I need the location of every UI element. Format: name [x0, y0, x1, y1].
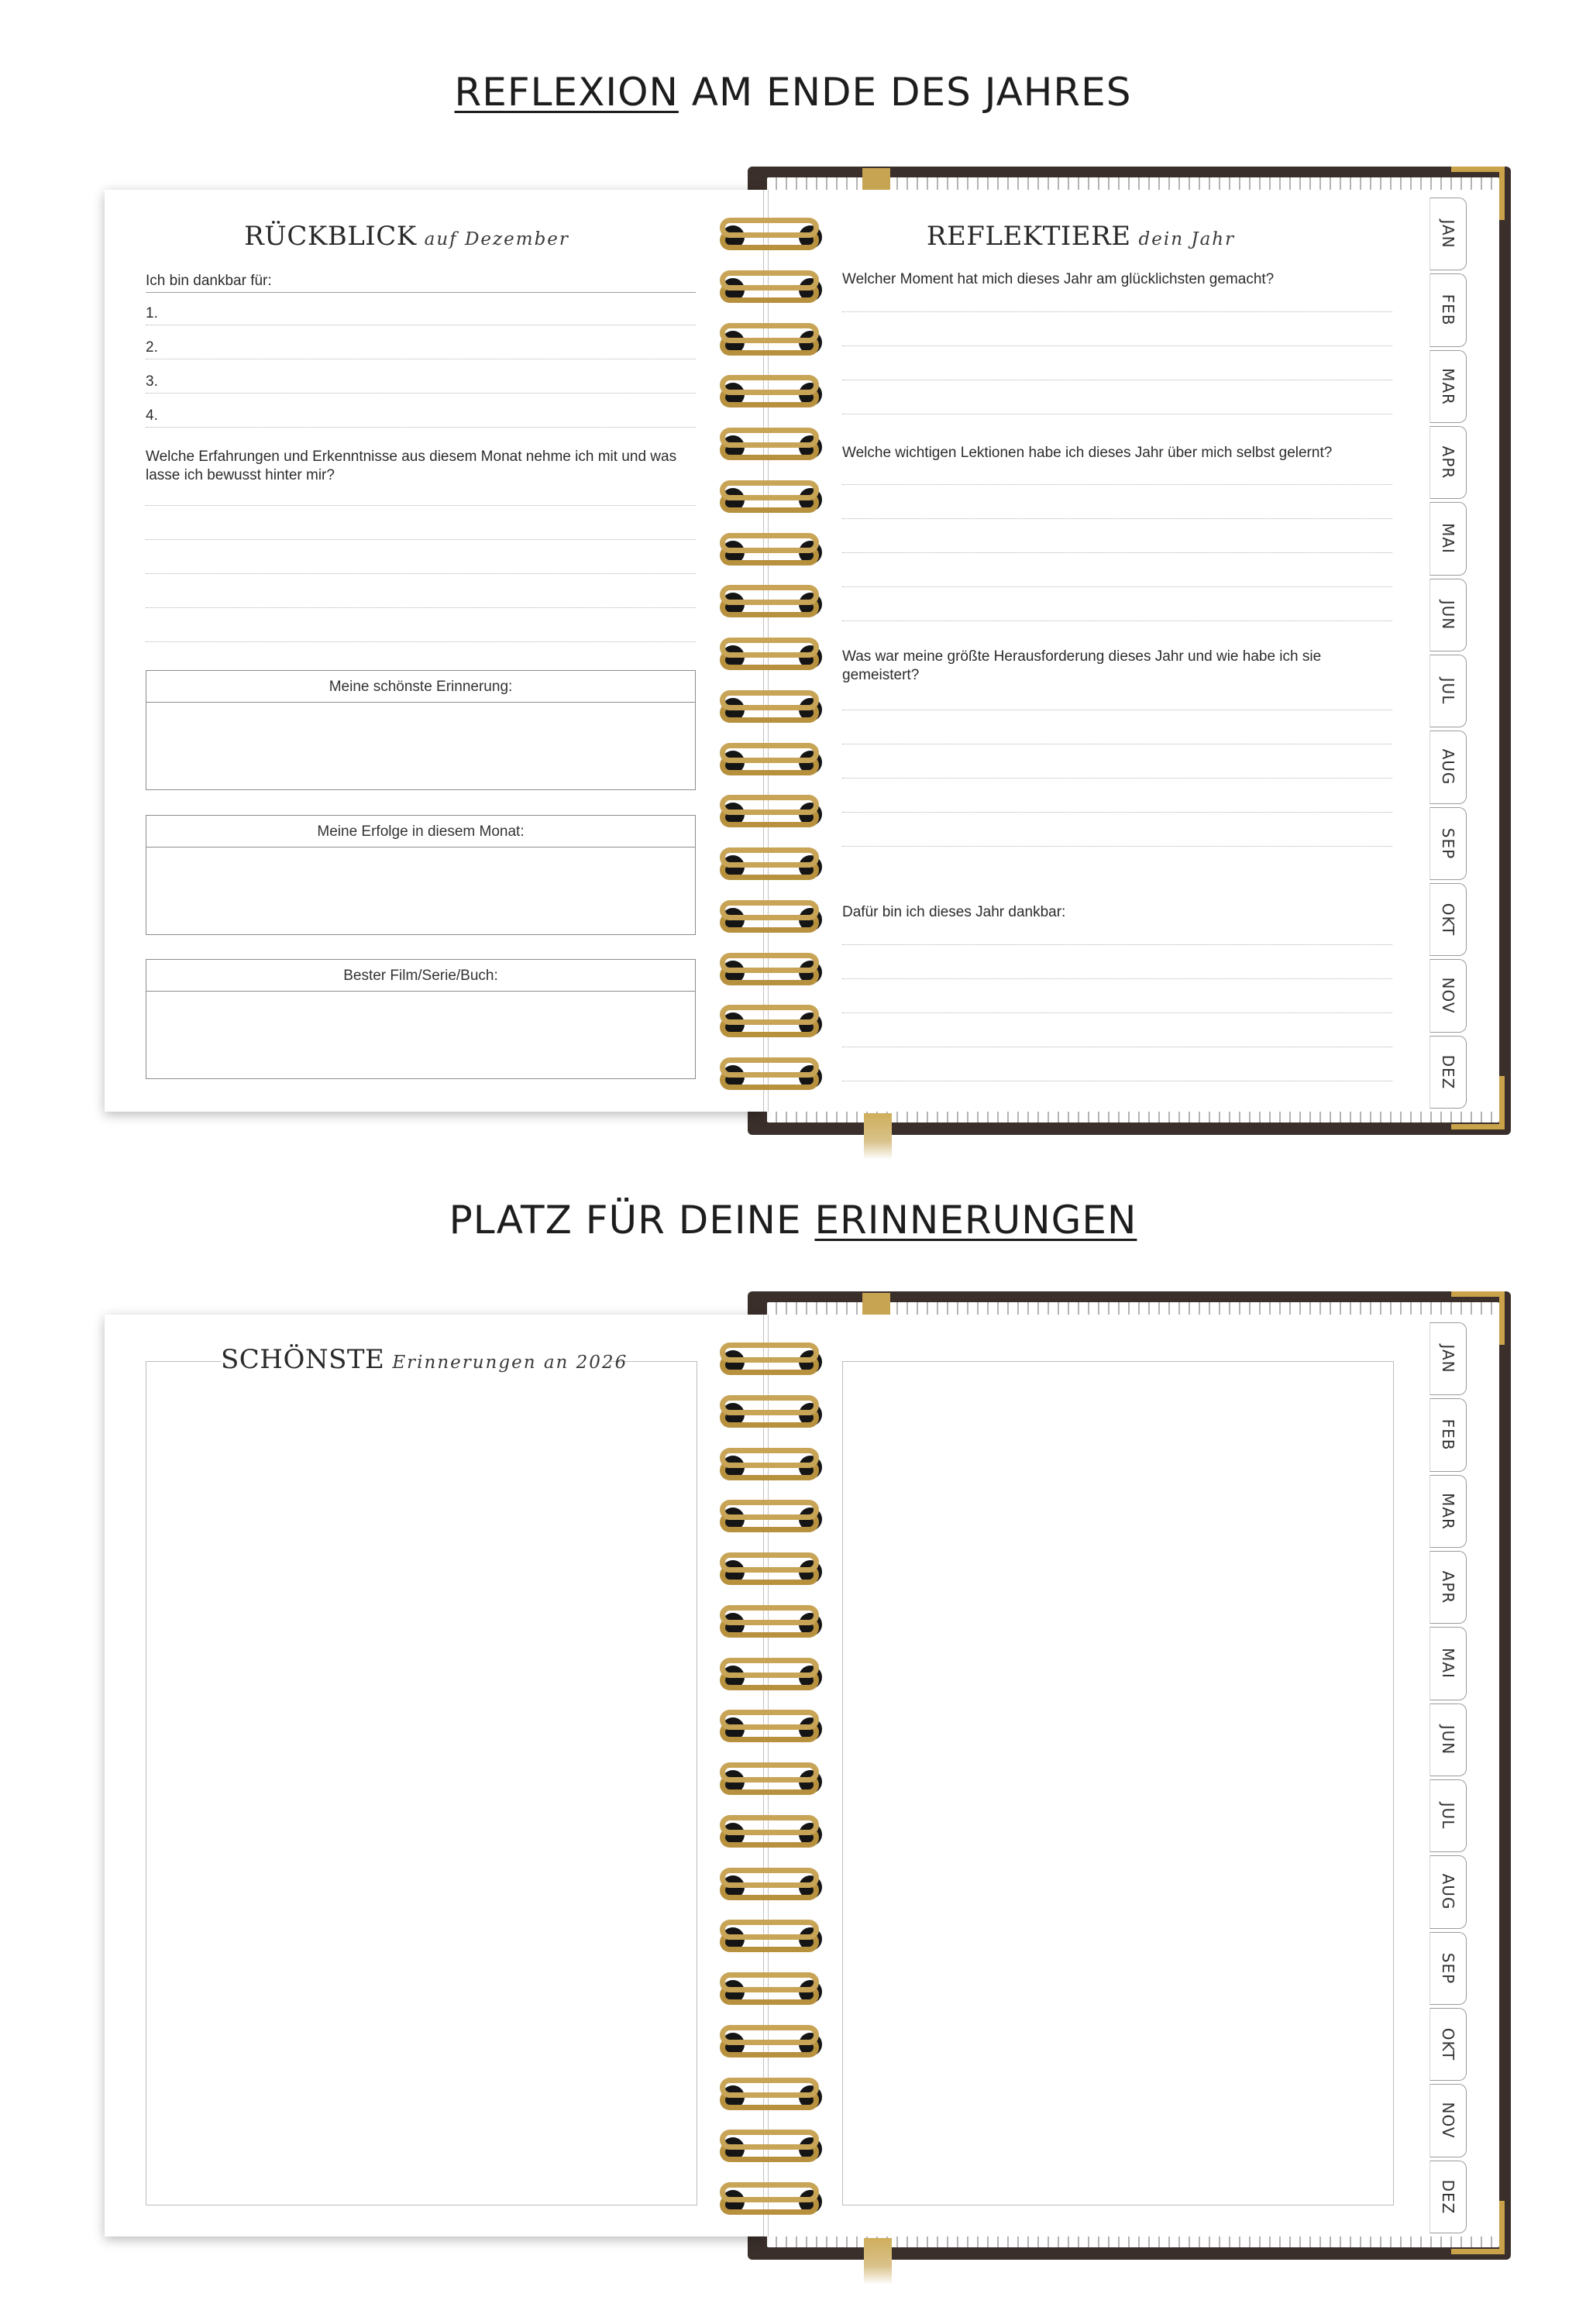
month-tab-jun[interactable]	[1429, 579, 1467, 651]
grateful-item: 3.	[146, 373, 158, 390]
heading-underlined-word: REFLEXION	[454, 70, 679, 115]
month-tab-dez[interactable]	[1429, 1036, 1467, 1109]
month-tab-label: JAN	[1439, 219, 1457, 249]
spiral-ring	[717, 844, 825, 888]
spiral-ring	[717, 740, 825, 783]
month-tab-label: FEB	[1439, 1419, 1457, 1451]
month-tab-label: MAR	[1439, 1492, 1457, 1530]
spiral-ring	[717, 425, 825, 468]
bookmark-ribbon-bottom	[864, 2238, 892, 2284]
spiral-ring	[717, 215, 825, 258]
spiral-ring	[717, 2126, 825, 2170]
month-tab-label: SEP	[1439, 827, 1457, 860]
spiral-ring	[717, 1655, 825, 1698]
year-question: Dafür bin ich dieses Jahr dankbar:	[842, 904, 1066, 920]
spiral-ring	[717, 1549, 825, 1593]
month-tab-label: FEB	[1439, 294, 1457, 326]
month-tabs	[1429, 1322, 1470, 2236]
month-tab-okt[interactable]	[1429, 2008, 1467, 2081]
writing-line	[842, 778, 1392, 779]
grateful-label-rule	[146, 292, 696, 293]
month-tab-sep[interactable]	[1429, 807, 1467, 880]
bookmark-ribbon-top	[862, 1293, 890, 1316]
spiral-ring	[717, 1969, 825, 2013]
spiral-ring	[717, 1707, 825, 1750]
month-tab-nov[interactable]	[1429, 2084, 1467, 2157]
month-tab-label: SEP	[1439, 1952, 1457, 1985]
month-tab-feb[interactable]	[1429, 1398, 1467, 1471]
month-tab-label: JAN	[1439, 1344, 1457, 1373]
month-tab-label: DEZ	[1439, 2179, 1457, 2215]
spiral-ring	[717, 634, 825, 678]
grateful-item-rule	[146, 393, 696, 394]
month-tab-label: APR	[1439, 1570, 1457, 1604]
heading-pre: PLATZ FÜR DEINE	[449, 1198, 815, 1243]
writing-line	[842, 944, 1392, 945]
spiral-ring	[717, 1759, 825, 1803]
month-tab-aug[interactable]	[1429, 1855, 1467, 1928]
writing-line	[146, 607, 696, 608]
spiral-ring	[717, 530, 825, 573]
month-tab-mai[interactable]	[1429, 1627, 1467, 1700]
media-box-label: Bester Film/Serie/Buch:	[146, 960, 695, 992]
grateful-label: Ich bin dankbar für:	[146, 273, 272, 289]
spiral-ring	[717, 687, 825, 731]
month-tab-label: NOV	[1439, 977, 1457, 1015]
spiral-ring	[717, 1497, 825, 1540]
spiral-ring	[717, 1002, 825, 1045]
writing-line	[842, 846, 1392, 847]
spiral-ring	[717, 1339, 825, 1383]
spiral-ring	[717, 897, 825, 940]
grateful-item: 4.	[146, 407, 158, 424]
month-tab-apr[interactable]	[1429, 1551, 1467, 1624]
month-tab-nov[interactable]	[1429, 959, 1467, 1032]
month-tab-feb[interactable]	[1429, 273, 1467, 346]
month-tab-apr[interactable]	[1429, 426, 1467, 499]
month-tab-label: APR	[1439, 445, 1457, 480]
month-tab-jan[interactable]	[1429, 1322, 1467, 1395]
month-tab-mar[interactable]	[1429, 1475, 1467, 1548]
planner-spread-erinnerungen	[105, 1291, 1515, 2267]
grateful-item: 2.	[146, 339, 158, 356]
month-reflection-question: Welche Erfahrungen und Erkenntnisse aus diesem Monat nehme ich mit und was lasse ich bewusst hinter mir?	[146, 449, 677, 483]
media-box	[146, 959, 696, 1079]
spiral-ring	[717, 1602, 825, 1645]
month-tab-dez[interactable]	[1429, 2161, 1467, 2233]
writing-line	[146, 505, 696, 506]
writing-line	[842, 586, 1392, 587]
year-question: Was war meine größte Herausforderung dieses Jahr und wie habe ich sie gemeistert?	[842, 648, 1322, 683]
month-tabs	[1429, 198, 1470, 1112]
spiral-ring	[717, 1054, 825, 1098]
bookmark-ribbon-bottom	[864, 1113, 892, 1160]
month-tab-label: MAI	[1439, 1648, 1457, 1679]
writing-line	[842, 978, 1392, 979]
month-tab-jul[interactable]	[1429, 655, 1467, 727]
spiral-ring	[717, 2022, 825, 2065]
page-title-rueckblick: RÜCKBLICK auf Dezember	[244, 221, 569, 252]
memory-box-label: Meine schönste Erinnerung:	[146, 671, 695, 703]
spiral-ring	[717, 1445, 825, 1488]
month-tab-label: AUG	[1439, 1874, 1457, 1910]
month-tab-okt[interactable]	[1429, 883, 1467, 956]
spiral-ring	[717, 320, 825, 363]
year-question: Welche wichtigen Lektionen habe ich dieses Jahr über mich selbst gelernt?	[842, 445, 1333, 461]
year-question: Welcher Moment hat mich dieses Jahr am glücklichsten gemacht?	[842, 271, 1275, 287]
spiral-ring	[717, 950, 825, 993]
writing-line	[842, 484, 1392, 485]
spiral-ring	[717, 2075, 825, 2118]
section-heading-reflexion	[0, 70, 1586, 115]
spiral-binding	[717, 1339, 825, 2223]
writing-line	[842, 552, 1392, 553]
writing-line	[842, 812, 1392, 813]
month-tab-label: DEZ	[1439, 1054, 1457, 1090]
month-tab-label: JUL	[1439, 1802, 1457, 1830]
month-tab-label: OKT	[1439, 902, 1457, 937]
writing-line	[842, 311, 1392, 312]
spiral-ring	[717, 372, 825, 415]
month-tab-label: JUN	[1439, 1724, 1457, 1755]
spiral-ring	[717, 1812, 825, 1855]
section-heading-erinnerungen	[0, 1198, 1586, 1243]
month-tab-jul[interactable]	[1429, 1779, 1467, 1852]
writing-line	[146, 573, 696, 574]
grateful-item-rule	[146, 427, 696, 428]
heading-underlined-word: ERINNERUNGEN	[814, 1198, 1137, 1243]
spiral-ring	[717, 582, 825, 625]
writing-line	[146, 641, 696, 642]
grateful-item: 1.	[146, 305, 158, 321]
memories-frame-left	[146, 1361, 697, 2205]
spiral-ring	[717, 1917, 825, 1960]
month-tab-label: NOV	[1439, 2102, 1457, 2140]
month-tab-mar[interactable]	[1429, 350, 1467, 423]
spiral-ring	[717, 1865, 825, 1908]
month-tab-label: MAI	[1439, 523, 1457, 555]
bookmark-ribbon-top	[862, 168, 890, 191]
spiral-binding	[717, 215, 825, 1098]
spiral-ring	[717, 267, 825, 311]
memories-frame-right	[842, 1361, 1394, 2205]
month-tab-sep[interactable]	[1429, 1932, 1467, 2005]
spiral-ring	[717, 1392, 825, 1435]
month-tab-label: JUL	[1439, 677, 1457, 705]
page-title-schoenste: SCHÖNSTE Erinnerungen an 2026	[221, 1344, 628, 1375]
spiral-ring	[717, 792, 825, 835]
month-tab-label: OKT	[1439, 2027, 1457, 2061]
planner-spread-reflexion	[105, 167, 1515, 1143]
success-box-label: Meine Erfolge in diesem Monat:	[146, 816, 695, 847]
month-tab-jun[interactable]	[1429, 1703, 1467, 1776]
heading-rest: AM ENDE DES JAHRES	[678, 70, 1132, 115]
writing-line	[842, 518, 1392, 519]
spiral-ring	[717, 2179, 825, 2223]
spiral-ring	[717, 477, 825, 521]
month-tab-label: AUG	[1439, 749, 1457, 786]
month-tab-label: MAR	[1439, 367, 1457, 405]
month-tab-jan[interactable]	[1429, 198, 1467, 270]
page-title-reflektiere: REFLEKTIERE dein Jahr	[926, 221, 1236, 252]
writing-line	[146, 539, 696, 540]
writing-line	[842, 1012, 1392, 1013]
month-tab-label: JUN	[1439, 600, 1457, 631]
memory-box	[146, 670, 696, 790]
success-box	[146, 815, 696, 935]
month-tab-mai[interactable]	[1429, 502, 1467, 575]
month-tab-aug[interactable]	[1429, 731, 1467, 803]
